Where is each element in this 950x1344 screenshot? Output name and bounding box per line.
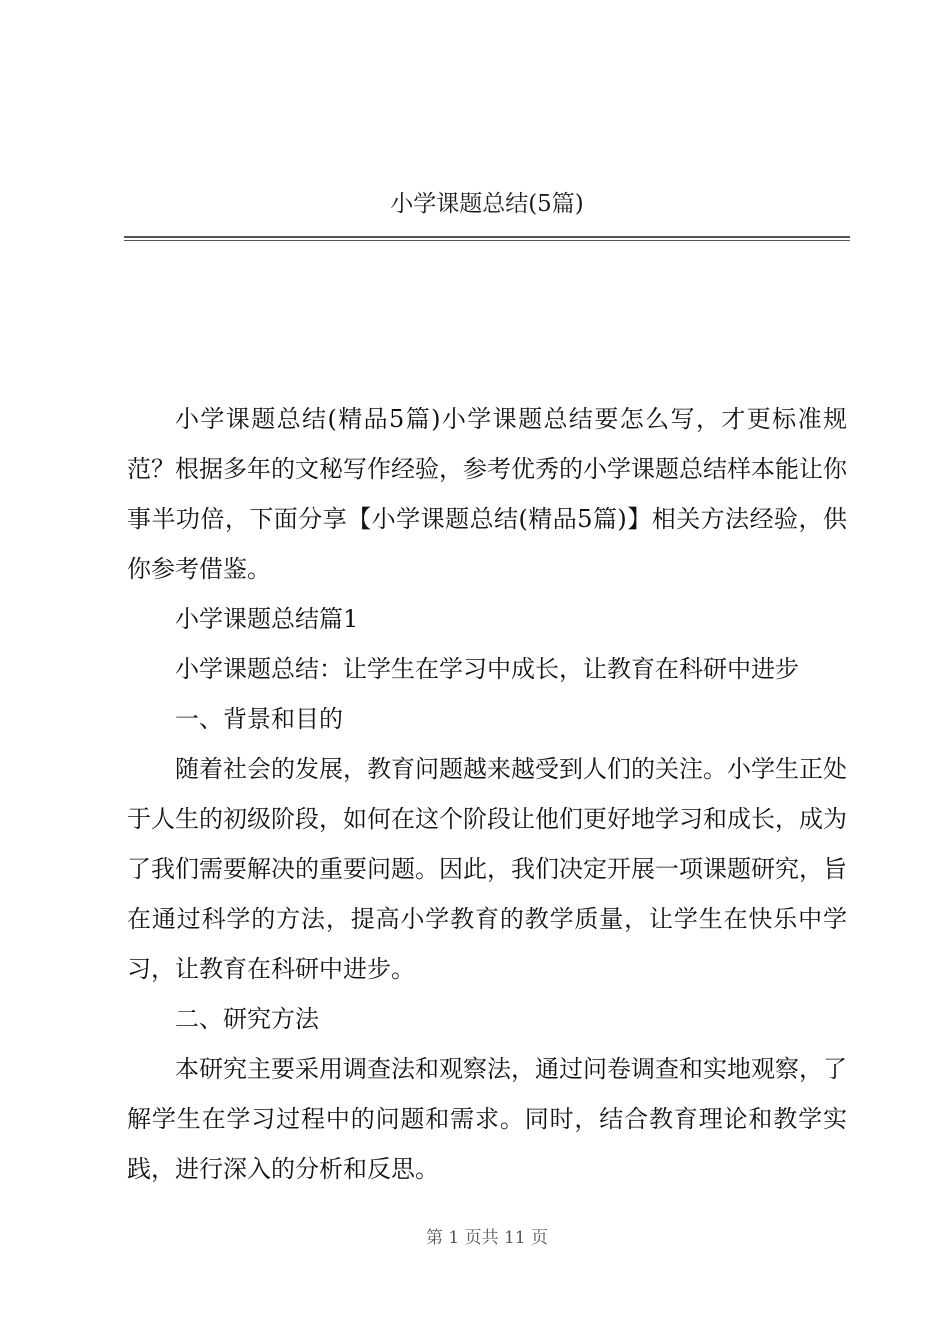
page-number-footer: 第 1 页共 11 页 <box>425 1228 549 1248</box>
heading-background-purpose: 一、背景和目的 <box>175 705 343 733</box>
header-divider-thick-line <box>124 236 850 238</box>
background-paragraph: 随着社会的发展，教育问题越来越受到人们的关注。小学生正处于人生的初级阶段，如何在这个阶段让他们更好地学习和成长，成为了我们需要解决的重要问题。因此，我们决定开展一项课题研究，旨在通过科学的方法，提高小学教育的教学质量，让学生在快乐中学习，让教育在科研中进步。 <box>127 755 847 983</box>
page-title: 小学课题总结(5篇) <box>390 191 584 217</box>
method-paragraph: 本研究主要采用调查法和观察法，通过问卷调查和实地观察，了解学生在学习过程中的问题和需求。同时，结合教育理论和教学实践，进行深入的分析和反思。 <box>127 1055 847 1183</box>
section-title-part-1: 小学课题总结篇1 <box>175 605 359 633</box>
article-subtitle: 小学课题总结：让学生在学习中成长，让教育在科研中进步 <box>175 655 799 683</box>
heading-research-method: 二、研究方法 <box>175 1005 319 1033</box>
header-divider <box>124 236 850 242</box>
intro-paragraph: 小学课题总结(精品5篇)小学课题总结要怎么写，才更标准规范？根据多年的文秘写作经验，参考优秀的小学课题总结样本能让你事半功倍，下面分享【小学课题总结(精品5篇)】相关方法经验，供你参考借鉴。 <box>127 405 847 583</box>
document-body <box>127 394 847 1194</box>
header-divider-thin-line <box>124 240 850 241</box>
